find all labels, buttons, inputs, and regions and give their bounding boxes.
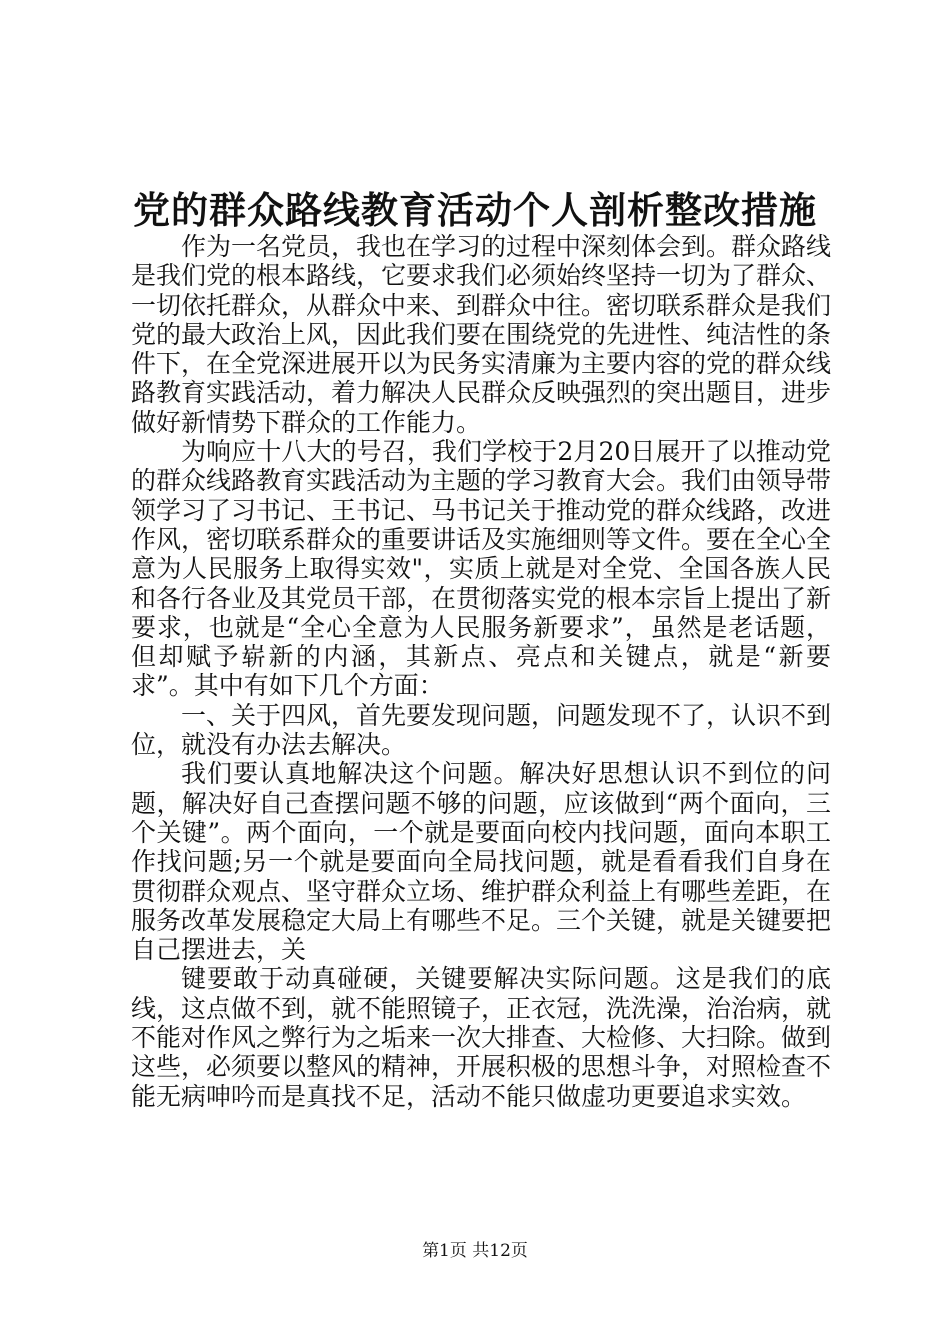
paragraph-two-directions: 我们要认真地解决这个问题。解决好思想认识不到位的问题，解决好自己查摆问题不够的问题，应该做到“两个面向，三个关键”。两个面向，一个就是要面向校内找问题，面向本职工作找问题;另一个就是要面向全局找问题，就是看看我们自身在贯彻群众观点、坚守群众立场、维护群众利益上有哪些差距，在服务改革发展稳定大局上有哪些不足。三个关键，就是关键要把自己摆进去，关 [131, 759, 832, 965]
document-body [131, 232, 831, 1111]
paragraph-four-winds: 一、关于四风，首先要发现问题，问题发现不了，认识不到位，就没有办法去解决。 [131, 700, 832, 760]
paragraph-intro: 作为一名党员，我也在学习的过程中深刻体会到。群众路线是我们党的根本路线，它要求我们必须始终坚持一切为了群众、一切依托群众，从群众中来、到群众中往。密切联系群众是我们党的最大政治上风，因此我们要在围绕党的先进性、纯洁性的条件下，在全党深进展开以为民务实清廉为主要内容的党的群众线路教育实践活动，着力解决人民群众反映强烈的突出题目，进步做好新情势下群众的工作能力。 [131, 232, 832, 437]
paragraph-key-points: 键要敢于动真碰硬，关键要解决实际问题。这是我们的底线，这点做不到，就不能照镜子，正衣冠，洗洗澡，治治病，就不能对作风之弊行为之垢来一次大排查、大检修、大扫除。做到这些，必须要以整风的精神，开展积极的思想斗争，对照检查不能无病呻吟而是真找不足，活动不能只做虚功更要追求实效。 [131, 964, 832, 1111]
document-title: 党的群众路线教育活动个人剖析整改措施 [133, 188, 817, 232]
page-number-footer: 第1页 共12页 [422, 1241, 528, 1261]
paragraph-meeting: 为响应十八大的号召，我们学校于2月20日展开了以推动党的群众线路教育实践活动为主题的学习教育大会。我们由领导带领学习了习书记、王书记、马书记关于推动党的群众线路，改进作风，密切联系群众的重要讲话及实施细则等文件。要在全心全意为人民服务上取得实效"，实质上就是对全党、全国各族人民和各行各业及其党员干部，在贯彻落实党的根本宗旨上提出了新要求，也就是“全心全意为人民服务新要求”，虽然是老话题，但却赋予崭新的内涵，其新点、亮点和关键点，就是“新要求”。其中有如下几个方面： [131, 437, 832, 701]
